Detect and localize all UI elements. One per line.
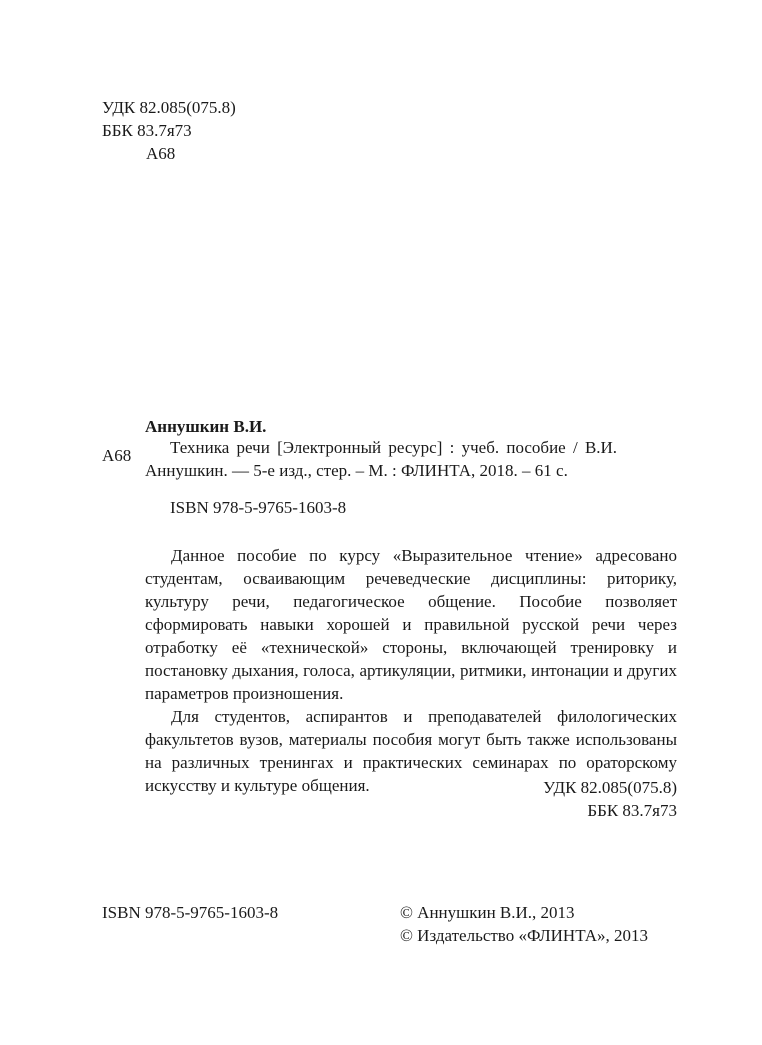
header-author-code: А68: [146, 144, 176, 163]
bib-imprint-line: Аннушкин. — 5-е изд., стер. – М. : ФЛИНТА, 2018. – 61 с.: [145, 461, 568, 480]
footer-isbn: ISBN 978-5-9765-1603-8: [102, 903, 279, 922]
classification-udk: УДК 82.085(075.8): [543, 778, 677, 797]
annotation-paragraph-1: Данное пособие по курсу «Выразительное чтение» адресовано студентам, осваивающим речеведческие дисциплины: риторику, культуру речи, педагогическое общение. Пособие позволяет сформировать навыки хорошей и правильной русской речи через отработку её «технической» стороны, включающей тренировку и постановку дыхания, голоса, артикуляции, ритмики, интонации и других параметров произношения.: [145, 546, 677, 703]
bib-title-line: Техника речи [Электронный ресурс] : учеб. пособие / В.И.: [170, 438, 618, 457]
annotation: [145, 544, 677, 797]
footer-copyright-publisher: © Издательство «ФЛИНТА», 2013: [400, 926, 649, 945]
classification-bbk: ББК 83.7я73: [587, 801, 677, 820]
header-udk: УДК 82.085(075.8): [102, 98, 236, 117]
annotation-paragraph-2: Для студентов, аспирантов и преподавателей филологических факультетов вузов, материалы пособия могут быть также использованы на различных тренингах и практических семинарах по ораторскому искусству и культуре общения.: [145, 707, 677, 795]
author-name: Аннушкин В.И.: [145, 417, 267, 436]
header-bbk: ББК 83.7я73: [102, 121, 192, 140]
footer-copyright-author: © Аннушкин В.И., 2013: [400, 903, 575, 922]
bib-isbn: ISBN 978-5-9765-1603-8: [170, 498, 347, 517]
side-author-code: А68: [102, 446, 132, 465]
